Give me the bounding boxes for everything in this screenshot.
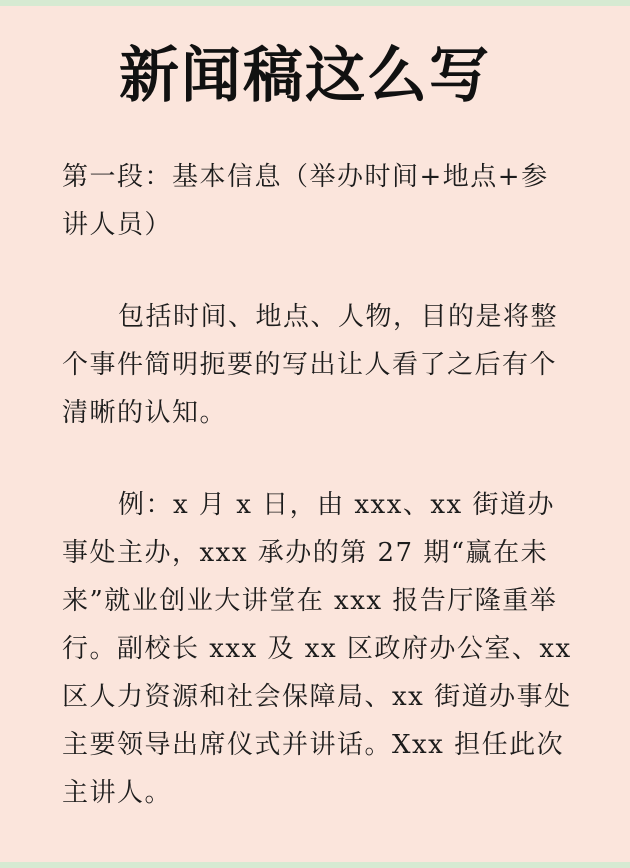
section-heading: 第一段：基本信息（举办时间+地点+参讲人员） [62, 162, 549, 240]
example-paragraph: 例：x 月 x 日，由 xxx、xx 街道办事处主办，xxx 承办的第 27 期“赢在未来”就业创业大讲堂在 xxx 报告厅隆重举行。副校长 xxx 及 xx 区政府办公室、xx 区人力资源和社会保障局、xx 街道办事处主要领导出席仪式并讲话。Xxx 担任此次主讲人。 [62, 490, 572, 808]
document-card [0, 6, 630, 862]
body-paragraph: 包括时间、地点、人物，目的是将整个事件简明扼要的写出让人看了之后有个清晰的认知。 [62, 302, 559, 428]
page-title: 新闻稿这么写 [119, 41, 491, 111]
